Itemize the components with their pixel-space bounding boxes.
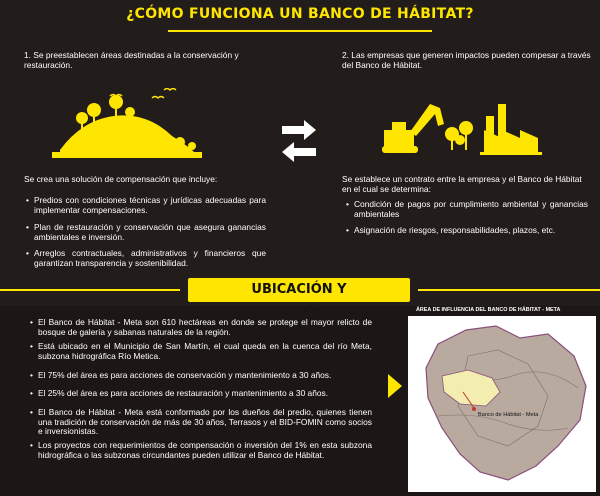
characteristic-5: • El Banco de Hábitat - Meta está conformado por los dueños del predio, quienes tienen una tradición de conservación de más de 30 años, Terrasos y el BID-FOMIN como socios e inversionistas. [38, 408, 372, 437]
contract-bullet-2: • Asignación de riesgos, responsabilidades, plazos, etc. [354, 226, 588, 236]
solution-bullet-3: • Arreglos contractuales, administrativos y financieros que garantizan transparencia y sostenibilidad. [34, 249, 266, 268]
landscape-icon [52, 88, 202, 163]
meta-region-map [408, 316, 596, 492]
construction-factory-icon [380, 90, 550, 160]
characteristic-6: • Los proyectos con requerimientos de compensación o inversión del 1% en esta subzona hidrográfica o las subzonas circundantes pueden utilizar el Banco de Hábitat. [38, 441, 372, 460]
section-title: UBICACIÓN Y [188, 278, 410, 302]
map-title: ÁREA DE INFLUENCIA DEL BANCO DE HÁBITAT - META [416, 307, 561, 313]
contract-bullet-1: • Condición de pagos por cumplimiento ambiental y ganancias ambientales [354, 200, 588, 219]
step-1-text: 1. Se preestablecen áreas destinadas a la conservación y restauración. [24, 50, 239, 70]
solution-intro: Se crea una solución de compensación que incluye: [24, 174, 218, 184]
next-arrow-icon [388, 374, 402, 398]
solution-bullet-1: • Predios con condiciones técnicas y jurídicas adecuadas para implementar compensaciones. [34, 196, 266, 215]
map-label: Banco de Hábitat - Meta [478, 412, 539, 418]
contract-intro: Se establece un contrato entre la empresa y el Banco de Hábitat en el cual se determina: [342, 174, 582, 194]
characteristic-1: • El Banco de Hábitat - Meta son 610 hectáreas en donde se protege el mayor relicto de bosque de galería y sabanas naturales de la región. [38, 318, 372, 337]
solution-bullet-2: • Plan de restauración y conservación que asegura ganancias ambientales e inversión. [34, 223, 266, 242]
exchange-arrows-icon [278, 118, 320, 164]
page-title: ¿CÓMO FUNCIONA UN BANCO DE HÁBITAT? [126, 6, 474, 22]
characteristic-3: • El 75% del área es para acciones de conservación y mantenimiento a 30 años. [38, 371, 372, 381]
title-underline [168, 30, 432, 32]
characteristic-4: • El 25% del área es para acciones de restauración y mantenimiento a 30 años. [38, 389, 372, 399]
map-image [408, 316, 596, 492]
characteristic-2: • Está ubicado en el Municipio de San Martín, el cual queda en la cuenca del río Meta, subzona hidrográfica Río Metica. [38, 342, 372, 361]
step-2-text: 2. Las empresas que generen impactos pueden compesar a través del Banco de Hábitat. [342, 50, 591, 70]
